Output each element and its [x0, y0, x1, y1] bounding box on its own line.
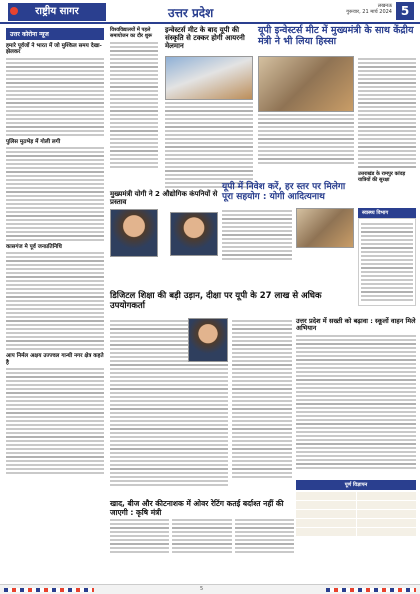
right-narrow-text [358, 56, 416, 184]
ad-grid [296, 492, 416, 536]
brand-dot-icon [10, 7, 18, 15]
bottom-story [110, 500, 294, 555]
center-headline-1: यूपी में निवेश करें, हर स्तर पर मिलेगा पूरा सहयोग : योगी आदित्यनाथ [222, 182, 346, 203]
mid-headline: मुख्यमंत्री योगी ने 2 औद्योगिक कंपनियों से प्रस्ताव [110, 190, 218, 207]
top-headline-block [258, 26, 416, 48]
page-footer [0, 584, 420, 594]
top-photo-block [258, 56, 354, 166]
left-headline-4: आप निर्मल अक्षय उज्ज्वल गान्धी नगर क्षेत्र कहते है [6, 353, 104, 366]
col2-text-block-1 [110, 42, 158, 168]
top-headline: यूपी इन्वेस्टर्स मीट में मुख्यमंत्री के साथ केंद्रीय मंत्री ने भी लिया हिस्सा [258, 25, 414, 47]
news-bar: उत्तर कोरोना न्यूज [6, 28, 104, 40]
ad-title: पूर्ण विज्ञापन [296, 480, 416, 490]
left-headline-2: पुलिस मुठभेड़ में गोली लगी [6, 138, 61, 145]
left-headline-3: कासगंज मे पूर्व जनप्रतिनिधि [6, 243, 62, 250]
brand-name: राष्ट्रीय सागर [35, 6, 79, 17]
left-text-block-1 [6, 58, 104, 136]
bottom-text [110, 517, 294, 555]
left-headline-1: हमारे पूर्वजों ने भारत में जो मुश्किल समय देखा-झेलकर [6, 43, 102, 56]
right-small-headline: उत्तराखंड के रामपुर कांवड़ यात्रियों की सुरक्षा [358, 171, 406, 183]
center-2-text-b [232, 318, 292, 480]
center-story-1 [222, 182, 352, 203]
mid-headline-block [110, 190, 220, 257]
left-text-block-3 [6, 252, 104, 350]
center-2-text [110, 318, 228, 488]
right-story [296, 318, 416, 471]
center-2-photo [188, 318, 228, 362]
health-box [358, 208, 416, 306]
footer-registration-marks [4, 588, 94, 592]
ad-block [296, 480, 416, 536]
edition-city: लखनऊ [377, 3, 392, 9]
bottom-headline: खाद, बीज और कीटनाशक में ओवर रेटिंग कतई बर्दाश्त नहीं की जाएगी : कृषि मंत्री [110, 499, 284, 517]
left-text-block-2 [6, 147, 104, 241]
left-text-block-4 [6, 368, 104, 474]
footer-page-number: 5 [200, 586, 204, 592]
center-photo-block [296, 208, 354, 248]
top-kicker: इन्वेस्टर्स मीट के बाद यूपी की संस्कृति से टक्कर होगी आयरनी मेलमान [165, 26, 245, 51]
health-box-body [358, 218, 416, 306]
top-photo [258, 56, 354, 112]
center-story-2 [110, 292, 352, 312]
edition-date: गुरूवार, 21 मार्च 2024 [346, 9, 392, 15]
second-column [110, 28, 158, 170]
kicker-photo [165, 56, 253, 100]
page-number: 5 [396, 2, 414, 20]
center-photo [296, 208, 354, 248]
center-1-text [222, 208, 292, 262]
left-column [6, 28, 104, 476]
edition-info [346, 3, 392, 15]
mid-photo [110, 209, 158, 257]
section-title: उत्तर प्रदेश [168, 6, 214, 20]
mid-photo-2 [170, 212, 218, 256]
brand-logo [8, 3, 106, 21]
health-box-title: स्वास्थ्य विभाग [358, 208, 416, 218]
footer-registration-marks-right [326, 588, 416, 592]
right-headline: उत्तर प्रदेश में सख्ती को बढ़ावा : स्कूलों वाहन मिले अभियान [296, 317, 416, 333]
masthead [0, 0, 420, 24]
col2-headline: विश्वविद्यालयों में पहले समायोजन का दौर शुरू [110, 27, 152, 39]
center-headline-2: डिजिटल शिक्षा की बड़ी उड़ान, दीक्षा पर यूपी के 27 लाख से अधिक उपयोगकर्ता [110, 291, 322, 311]
top-kicker-text [165, 56, 253, 190]
